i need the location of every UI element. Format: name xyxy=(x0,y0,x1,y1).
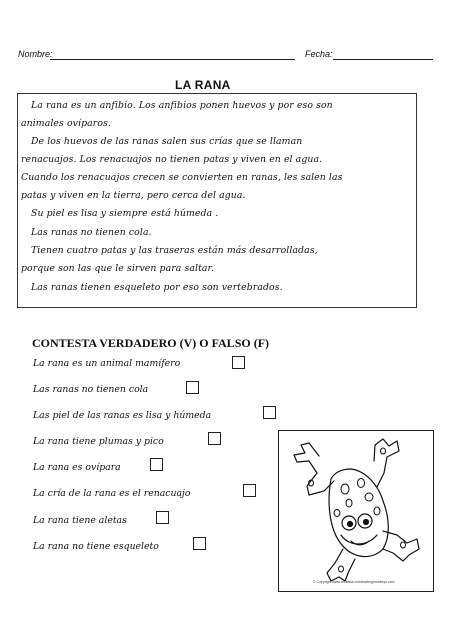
answer-checkbox[interactable] xyxy=(156,511,169,524)
reading-line: porque son las que le sirven para saltar. xyxy=(21,263,215,274)
answer-checkbox[interactable] xyxy=(232,356,245,369)
frog-illustration xyxy=(278,430,434,592)
answer-checkbox[interactable] xyxy=(186,381,199,394)
question-text: Las ranas no tienen cola xyxy=(33,384,149,395)
question-text: La rana tiene aletas xyxy=(33,515,127,526)
answer-checkbox[interactable] xyxy=(263,406,276,419)
page-title: LA RANA xyxy=(175,78,231,92)
answer-checkbox[interactable] xyxy=(193,537,206,550)
reading-text-box xyxy=(17,93,417,308)
copyright-note: © Copyright www.recitada.colorearfrogmonkeys.com xyxy=(313,580,395,584)
answer-checkbox[interactable] xyxy=(150,458,163,471)
reading-line: Su piel es lisa y siempre está húmeda . xyxy=(31,208,219,219)
question-text: Las piel de las ranas es lisa y húmeda xyxy=(33,410,212,421)
question-text: La cría de la rana es el renacuajo xyxy=(33,488,191,499)
reading-line: De los huevos de las ranas salen sus crías que se llaman xyxy=(31,136,303,147)
reading-line: renacuajos. Los renacuajos no tienen patas y viven en el agua. xyxy=(21,154,323,165)
reading-line: patas y viven en la tierra, pero cerca del agua. xyxy=(21,190,246,201)
answer-checkbox[interactable] xyxy=(243,484,256,497)
frog-icon xyxy=(279,431,433,591)
reading-line: Tienen cuatro patas y las traseras están más desarrolladas, xyxy=(31,245,318,256)
reading-line: La rana es un anfibio. Los anfibios ponen huevos y por eso son xyxy=(31,100,333,111)
reading-line: Cuando los renacuajos crecen se convierten en ranas, les salen las xyxy=(21,172,343,183)
reading-line: Las ranas tienen esqueleto por eso son vertebrados. xyxy=(31,282,283,293)
question-text: La rana tiene plumas y pico xyxy=(33,436,164,447)
date-label: Fecha: xyxy=(305,49,333,59)
question-text: La rana es un animal mamífero xyxy=(33,358,181,369)
name-field[interactable] xyxy=(50,59,295,60)
name-label: Nombre: xyxy=(18,49,53,59)
reading-line: Las ranas no tienen cola. xyxy=(31,227,152,238)
date-field[interactable] xyxy=(333,59,433,60)
exercise-heading: CONTESTA VERDADERO (V) O FALSO (F) xyxy=(32,336,270,350)
question-text: La rana no tiene esqueleto xyxy=(33,541,159,552)
reading-line: animales ovíparos. xyxy=(21,118,111,129)
answer-checkbox[interactable] xyxy=(208,432,221,445)
question-text: La rana es ovípara xyxy=(33,462,121,473)
